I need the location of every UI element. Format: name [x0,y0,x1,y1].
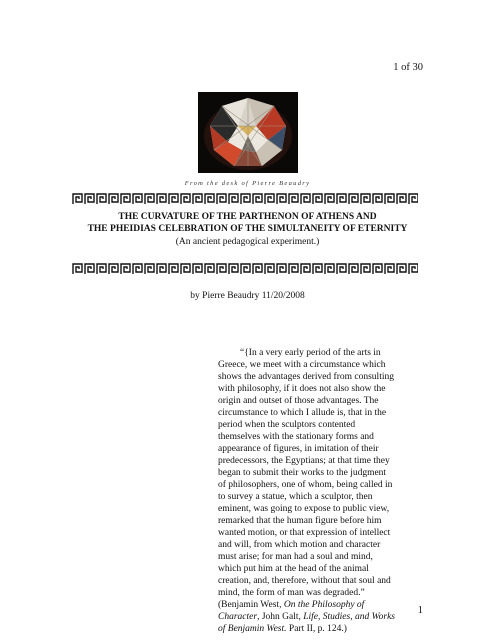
quote-text: Part II, p. 124.) [286,624,347,634]
quote-text: , John Galt, [257,612,304,622]
epigraph-quote [218,347,396,635]
quote-italic-title: Life, Studies, and Works of Benjamin West. [218,612,395,634]
quote-text: “{In a very early period of the arts in Greece, we meet with a circumstance which shows the advantages derived from consulting with philosophy, if it does not also show the origin and outset of those advantages. The circumstance to which I allude is, that in the period when the sculptors contented themselves with the stationary forms and appearance of figures, in imitation of their predecessors, the Egyptians; at that time they began to submit their works to the judgment of philosophers, one of whom, being called in to survey a statue, which a sculptor, then eminent, was going to expose to public view, remarked that the human figure before him wanted motion, or that expression of intellect and will, from which motion and character must arise; for man had a soul and mind, which put him at the head of the animal creation, and, therefore, without that soul and mind, the form of man was degraded.” (Benjamin West, [218,348,394,610]
page-count: 1 of 30 [393,62,423,73]
polyhedron-sculpture-photo [198,92,298,173]
quote-italic-title: On the Philosophy of Character [218,600,365,622]
byline: by Pierre Beaudry 11/20/2008 [190,291,305,301]
title-line-2: THE PHEIDIAS CELEBRATION OF THE SIMULTANEITY OF ETERNITY [87,223,408,234]
greek-key-border [72,262,418,274]
page-number: 1 [417,605,423,616]
document-subtitle: (An ancient pedagogical experiment.) [175,237,320,247]
document-title [0,212,495,235]
desk-line: From the desk of Pierre Beaudry [184,180,311,187]
greek-key-border [72,192,418,204]
title-line-1: THE CURVATURE OF THE PARTHENON OF ATHENS AND [118,212,377,222]
